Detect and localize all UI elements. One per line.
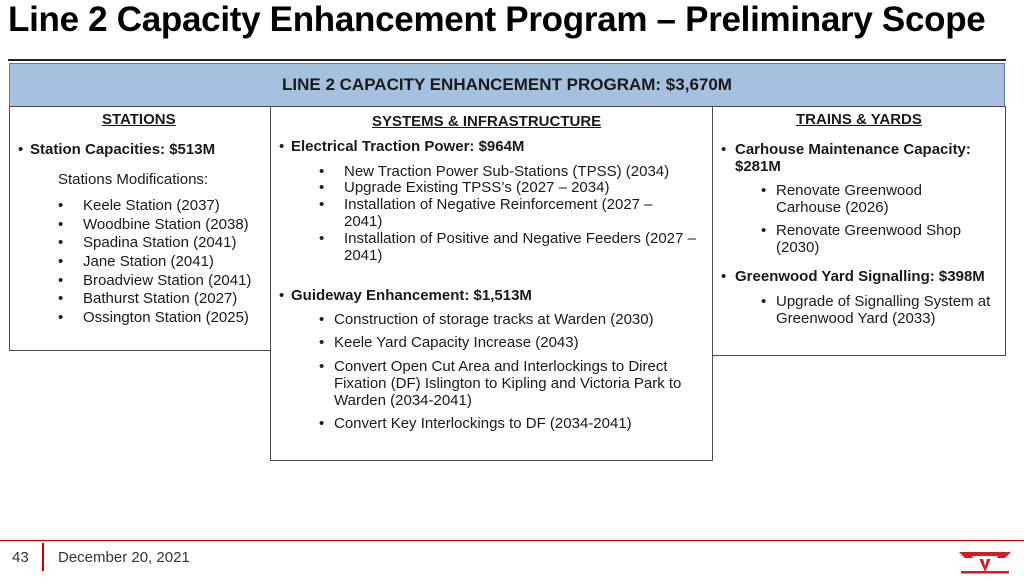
systems-heading: SYSTEMS & INFRASTRUCTURE [372, 113, 602, 130]
title-divider [8, 59, 1006, 61]
footer-date: December 20, 2021 [58, 549, 190, 566]
bullet: • [761, 182, 767, 199]
list-item: Construction of storage tracks at Warden (2030) [334, 311, 654, 328]
bullet: • [58, 234, 64, 251]
list-item: Installation of Negative Reinforcement (2027 – 2041) [344, 196, 653, 230]
carhouse-heading: Carhouse Maintenance Capacity: $281M [735, 141, 971, 175]
station-capacities-heading: • Station Capacities: $513M [18, 141, 216, 158]
bullet: • [319, 163, 325, 180]
list-item: Upgrade Existing TPSS’s (2027 – 2034) [344, 179, 610, 196]
list-item: Spadina Station (2041) [83, 234, 237, 251]
bullet: • [58, 197, 64, 214]
list-item: Renovate Greenwood Carhouse (2026) [776, 182, 922, 216]
list-item: Convert Key Interlockings to DF (2034-2041) [334, 415, 632, 432]
bullet: • [319, 230, 325, 247]
footer-separator [42, 543, 44, 571]
trains-panel [712, 106, 1006, 356]
bullet: • [721, 141, 727, 158]
bullet: • [761, 222, 767, 239]
bullet: • [58, 309, 64, 326]
bullet: • [58, 216, 64, 233]
traction-power-heading: • Electrical Traction Power: $964M [279, 138, 525, 155]
list-item: Ossington Station (2025) [83, 309, 249, 326]
stations-modifications-label: Stations Modifications: [58, 171, 209, 188]
page-number: 43 [12, 549, 29, 566]
bullet: • [319, 179, 325, 196]
bullet: • [58, 290, 64, 307]
list-item: Broadview Station (2041) [83, 272, 252, 289]
list-item: Keele Yard Capacity Increase (2043) [334, 334, 579, 351]
list-item: Jane Station (2041) [83, 253, 214, 270]
list-item: Installation of Positive and Negative Feeders (2027 – 2041) [344, 230, 696, 264]
list-item: Woodbine Station (2038) [83, 216, 249, 233]
guideway-heading: • Guideway Enhancement: $1,513M [279, 287, 532, 304]
bullet: • [319, 311, 325, 328]
ttc-logo-icon [958, 549, 1012, 575]
bullet: • [58, 272, 64, 289]
bullet: • [319, 415, 325, 432]
signalling-heading: • Greenwood Yard Signalling: $398M [721, 268, 985, 285]
bullet: • [319, 196, 325, 213]
systems-panel [270, 106, 713, 461]
list-item: Keele Station (2037) [83, 197, 220, 214]
list-item: Renovate Greenwood Shop (2030) [776, 222, 962, 256]
stations-heading: STATIONS [102, 111, 176, 128]
bullet: • [58, 253, 64, 270]
list-item: New Traction Power Sub-Stations (TPSS) (2034) [344, 163, 670, 180]
bullet: • [761, 293, 767, 310]
list-item: Upgrade of Signalling System at Greenwood Yard (2033) [776, 293, 991, 327]
bullet: • [319, 334, 325, 351]
list-item: Bathurst Station (2027) [83, 290, 238, 307]
program-banner-text: LINE 2 CAPACITY ENHANCEMENT PROGRAM: $3,670M [282, 75, 732, 94]
bullet: • [319, 358, 325, 375]
trains-heading: TRAINS & YARDS [796, 111, 922, 128]
stations-panel [9, 106, 273, 351]
page-title: Line 2 Capacity Enhancement Program – Preliminary Scope [8, 0, 986, 39]
list-item: Convert Open Cut Area and Interlockings to Direct Fixation (DF) Islington to Kipling and Victoria Park to Warden (2034-2041) [334, 358, 682, 409]
footer-divider [0, 540, 1024, 541]
program-banner [9, 63, 1005, 107]
